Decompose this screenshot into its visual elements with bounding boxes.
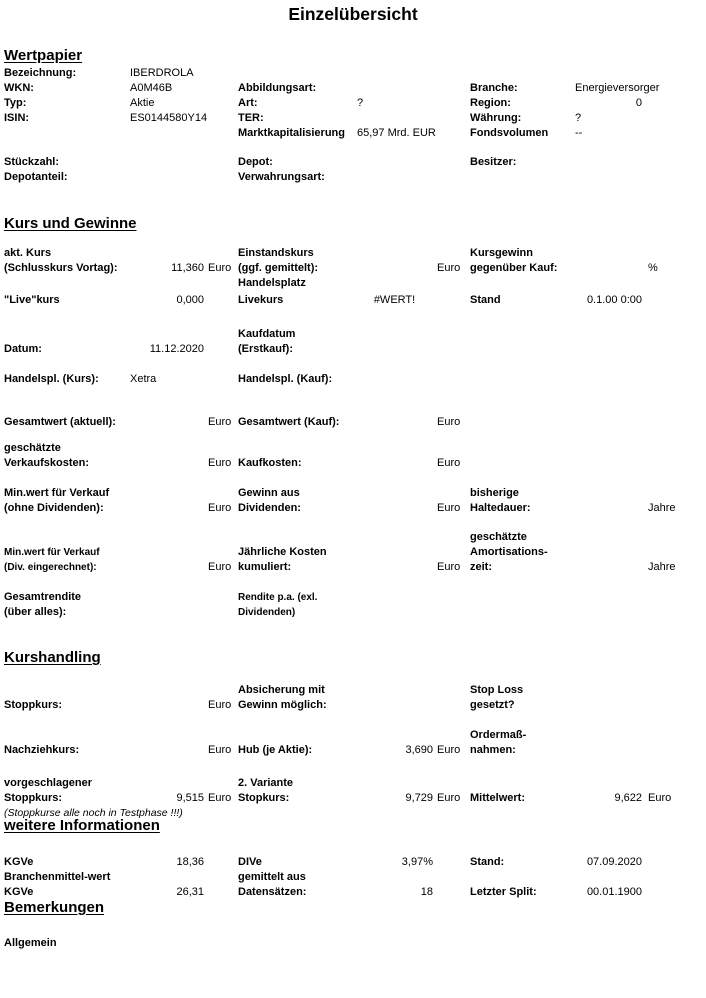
gewinn-aus-label: Gewinn aus <box>238 487 300 499</box>
waehrung-label: Währung: <box>470 112 522 124</box>
branchenmittel-label: Branchenmittel-wert <box>4 871 111 883</box>
handelspl-kurs-label: Handelspl. (Kurs): <box>4 373 99 385</box>
row-schlusskurs <box>0 261 706 276</box>
gesamtrendite-label: Gesamtrendite <box>4 591 82 603</box>
kgve-branche-value: 26,31 <box>176 886 204 898</box>
kursgewinn-unit: % <box>648 262 658 274</box>
nahmen-label: nahmen: <box>470 744 516 756</box>
ter-label: TER: <box>238 112 264 124</box>
variante2-stopkurs-unit: Euro <box>437 792 461 804</box>
kgve-branche-label: KGVe <box>4 886 34 898</box>
stoppkurs-unit: Euro <box>208 699 232 711</box>
variante2-label: 2. Variante <box>238 777 294 789</box>
handelspl-kurs-value: Xetra <box>130 373 157 385</box>
gesetzt-label: gesetzt? <box>470 699 515 711</box>
row-stoppkurs-werte <box>0 791 706 806</box>
kursgewinn-label: Kursgewinn <box>470 247 533 259</box>
art-label: Art: <box>238 97 258 109</box>
gesamtwert-aktuell-label: Gesamtwert (aktuell): <box>4 416 116 428</box>
ordermass-label: Ordermaß- <box>470 729 527 741</box>
row-branchenmittel <box>0 870 706 885</box>
einstandskurs-label: Einstandskurs <box>238 247 314 259</box>
stoppkurs-label: Stoppkurs: <box>4 699 63 711</box>
minwert-div-label: Min.wert für Verkauf <box>4 547 100 558</box>
dividenden-label: Dividenden: <box>238 502 301 514</box>
haltedauer-unit: Jahre <box>648 502 676 514</box>
stueckzahl-label: Stückzahl: <box>4 156 60 168</box>
amortisations-label: Amortisations- <box>470 546 548 558</box>
akt-kurs-label: akt. Kurs <box>4 247 52 259</box>
handelspl-kauf-label: Handelspl. (Kauf): <box>238 373 333 385</box>
mittelwert-unit: Euro <box>648 792 672 804</box>
kaufkosten-unit: Euro <box>437 457 461 469</box>
row-geschaetzte <box>0 441 706 456</box>
minwert-ohne-div-label: Min.wert für Verkauf <box>4 487 110 499</box>
verkaufskosten-label: Verkaufskosten: <box>4 457 89 469</box>
stand-label: Stand <box>470 294 501 306</box>
vorgeschlagener-stoppkurs-unit: Euro <box>208 792 232 804</box>
rendite-pa-label: Rendite p.a. (exl. <box>238 592 318 603</box>
nachziehkurs-unit: Euro <box>208 744 232 756</box>
livekurs-links-value: 0,000 <box>176 294 204 306</box>
row-depotanteil <box>0 170 706 185</box>
row-gesamtwert <box>0 415 706 430</box>
isin-value: ES0144580Y14 <box>130 112 208 124</box>
row-handelsplatz <box>0 276 706 291</box>
dividenden-unit: Euro <box>437 502 461 514</box>
row-ordermass-line1 <box>0 728 706 743</box>
row-absicherung-line1 <box>0 683 706 698</box>
allgemein-label: Allgemein <box>4 937 57 949</box>
ueber-alles-label: (über alles): <box>4 606 67 618</box>
hub-unit: Euro <box>437 744 461 756</box>
row-datum <box>0 342 706 357</box>
vorgeschlagener-stoppkurs-label: Stoppkurs: <box>4 792 63 804</box>
row-geschaetzte-amortisation <box>0 530 706 545</box>
depot-label: Depot: <box>238 156 273 168</box>
row-verkaufskosten <box>0 456 706 471</box>
variante2-stopkurs-label: Stopkurs: <box>238 792 290 804</box>
schlusskurs-unit: Euro <box>208 262 232 274</box>
kaufkosten-label: Kaufkosten: <box>238 457 302 469</box>
section-heading-kurs-und-gewinne: Kurs und Gewinne <box>4 215 137 232</box>
gesamtwert-kauf-unit: Euro <box>437 416 461 428</box>
kaufdatum-label: Kaufdatum <box>238 328 296 340</box>
ohne-dividenden-label: (ohne Dividenden): <box>4 502 104 514</box>
bezeichnung-value: IBERDROLA <box>130 67 194 79</box>
region-label: Region: <box>470 97 511 109</box>
stand-datum-value: 07.09.2020 <box>586 856 642 868</box>
gesamtwert-aktuell-unit: Euro <box>208 416 232 428</box>
row-gesamtrendite-line1 <box>0 590 706 605</box>
row-stoppkurs <box>0 698 706 713</box>
besitzer-label: Besitzer: <box>470 156 517 168</box>
row-kgve <box>0 855 706 870</box>
nachziehkurs-label: Nachziehkurs: <box>4 744 80 756</box>
handelsplatz-label: Handelsplatz <box>238 277 306 289</box>
row-allgemein <box>0 936 706 951</box>
isin-label: ISIN: <box>4 112 30 124</box>
row-stueckzahl <box>0 155 706 170</box>
stop-loss-label: Stop Loss <box>470 684 524 696</box>
section-heading-bemerkungen: Bemerkungen <box>4 899 105 916</box>
dive-value: 3,97% <box>401 856 433 868</box>
fondsvolumen-label: Fondsvolumen <box>470 127 549 139</box>
verkaufskosten-unit: Euro <box>208 457 232 469</box>
fondsvolumen-value: -- <box>575 127 583 139</box>
verwahrungsart-label: Verwahrungsart: <box>238 171 325 183</box>
livekurs-label: Livekurs <box>238 294 284 306</box>
geschaetzte-amort-label: geschätzte <box>470 531 527 543</box>
art-value: ? <box>357 97 364 109</box>
geschaetzte-label: geschätzte <box>4 442 61 454</box>
row-wkn <box>0 81 706 96</box>
stand-datum-label: Stand: <box>470 856 505 868</box>
gesamtwert-kauf-label: Gesamtwert (Kauf): <box>238 416 340 428</box>
abbildungsart-label: Abbildungsart: <box>238 82 317 94</box>
datum-value: 11.12.2020 <box>149 343 204 355</box>
haltedauer-label: Haltedauer: <box>470 502 531 514</box>
ggf-gemittelt-label: (ggf. gemittelt): <box>238 262 319 274</box>
rendite-dividenden-label: Dividenden) <box>238 607 296 618</box>
vorgeschlagener-stoppkurs-value: 9,515 <box>176 792 204 804</box>
row-isin <box>0 111 706 126</box>
amortisationszeit-label: zeit: <box>470 561 492 573</box>
mittelwert-label: Mittelwert: <box>470 792 525 804</box>
letzter-split-value: 00.01.1900 <box>586 886 642 898</box>
branche-label: Branche: <box>470 82 518 94</box>
datensaetzen-label: Datensätzen: <box>238 886 307 898</box>
erstkauf-label: (Erstkauf): <box>238 343 294 355</box>
kgve-value: 18,36 <box>176 856 204 868</box>
datum-label: Datum: <box>4 343 42 355</box>
wkn-label: WKN: <box>4 82 34 94</box>
livekurs-links-label: "Live"kurs <box>4 294 60 306</box>
row-kaufdatum <box>0 327 706 342</box>
row-livekurs <box>0 293 706 308</box>
datensaetzen-value: 18 <box>420 886 433 898</box>
region-value: 0 <box>635 97 642 109</box>
row-typ <box>0 96 706 111</box>
waehrung-value: ? <box>575 112 582 124</box>
section-heading-kurshandling: Kurshandling <box>4 649 101 666</box>
row-minwert1-line1 <box>0 486 706 501</box>
row-minwert2-line2 <box>0 560 706 575</box>
mittelwert-value: 9,622 <box>614 792 642 804</box>
bezeichnung-label: Bezeichnung: <box>4 67 77 79</box>
variante2-stopkurs-value: 9,729 <box>405 792 433 804</box>
section-heading-weitere-informationen: weitere Informationen <box>4 817 160 834</box>
marktkapitalisierung-value: 65,97 Mrd. EUR <box>357 127 436 139</box>
div-eingerechnet-label: (Div. eingerechnet): <box>4 562 97 573</box>
kgve-label: KGVe <box>4 856 34 868</box>
hub-value: 3,690 <box>405 744 433 756</box>
row-gesamtrendite-line2 <box>0 605 706 620</box>
schlusskurs-label: (Schlusskurs Vortag): <box>4 262 118 274</box>
row-minwert2-line1 <box>0 545 706 560</box>
branche-value: Energieversorger <box>575 82 660 94</box>
row-nachziehkurs <box>0 743 706 758</box>
testphase-note: (Stoppkurse alle noch in Testphase !!!) <box>4 807 183 819</box>
minwert-ohne-div-unit: Euro <box>208 502 232 514</box>
gemittelt-aus-label: gemittelt aus <box>238 871 306 883</box>
row-bezeichnung <box>0 66 706 81</box>
typ-label: Typ: <box>4 97 27 109</box>
hub-label: Hub (je Aktie): <box>238 744 313 756</box>
marktkapitalisierung-label: Marktkapitalisierung <box>238 127 345 139</box>
typ-value: Aktie <box>130 97 155 109</box>
depotanteil-label: Depotanteil: <box>4 171 68 183</box>
row-vorgeschlagener <box>0 776 706 791</box>
page-title: Einzelübersicht <box>288 4 418 24</box>
einstandskurs-unit: Euro <box>437 262 461 274</box>
schlusskurs-value: 11,360 <box>171 262 204 274</box>
letzter-split-label: Letzter Split: <box>470 886 537 898</box>
stand-value: 0.1.00 0:00 <box>586 294 642 306</box>
gewinn-moeglich-label: Gewinn möglich: <box>238 699 327 711</box>
row-minwert1-line2 <box>0 501 706 516</box>
minwert-div-unit: Euro <box>208 561 232 573</box>
gegenueber-kauf-label: gegenüber Kauf: <box>470 262 558 274</box>
bisherige-label: bisherige <box>470 487 519 499</box>
dive-label: DIVe <box>238 856 262 868</box>
row-marktkapitalisierung <box>0 126 706 141</box>
jaehrliche-kosten-label: Jährliche Kosten <box>238 546 327 558</box>
kumuliert-label: kumuliert: <box>238 561 292 573</box>
kumuliert-unit: Euro <box>437 561 461 573</box>
row-handelsplatz-kurs <box>0 372 706 387</box>
livekurs-error-value: #WERT! <box>373 294 416 306</box>
section-heading-wertpapier: Wertpapier <box>4 47 83 64</box>
vorgeschlagener-label: vorgeschlagener <box>4 777 93 789</box>
row-kurs-headings <box>0 246 706 261</box>
row-kgve-branche <box>0 885 706 900</box>
wkn-value: A0M46B <box>130 82 173 94</box>
absicherung-label: Absicherung mit <box>238 684 325 696</box>
amortisationszeit-unit: Jahre <box>648 561 676 573</box>
